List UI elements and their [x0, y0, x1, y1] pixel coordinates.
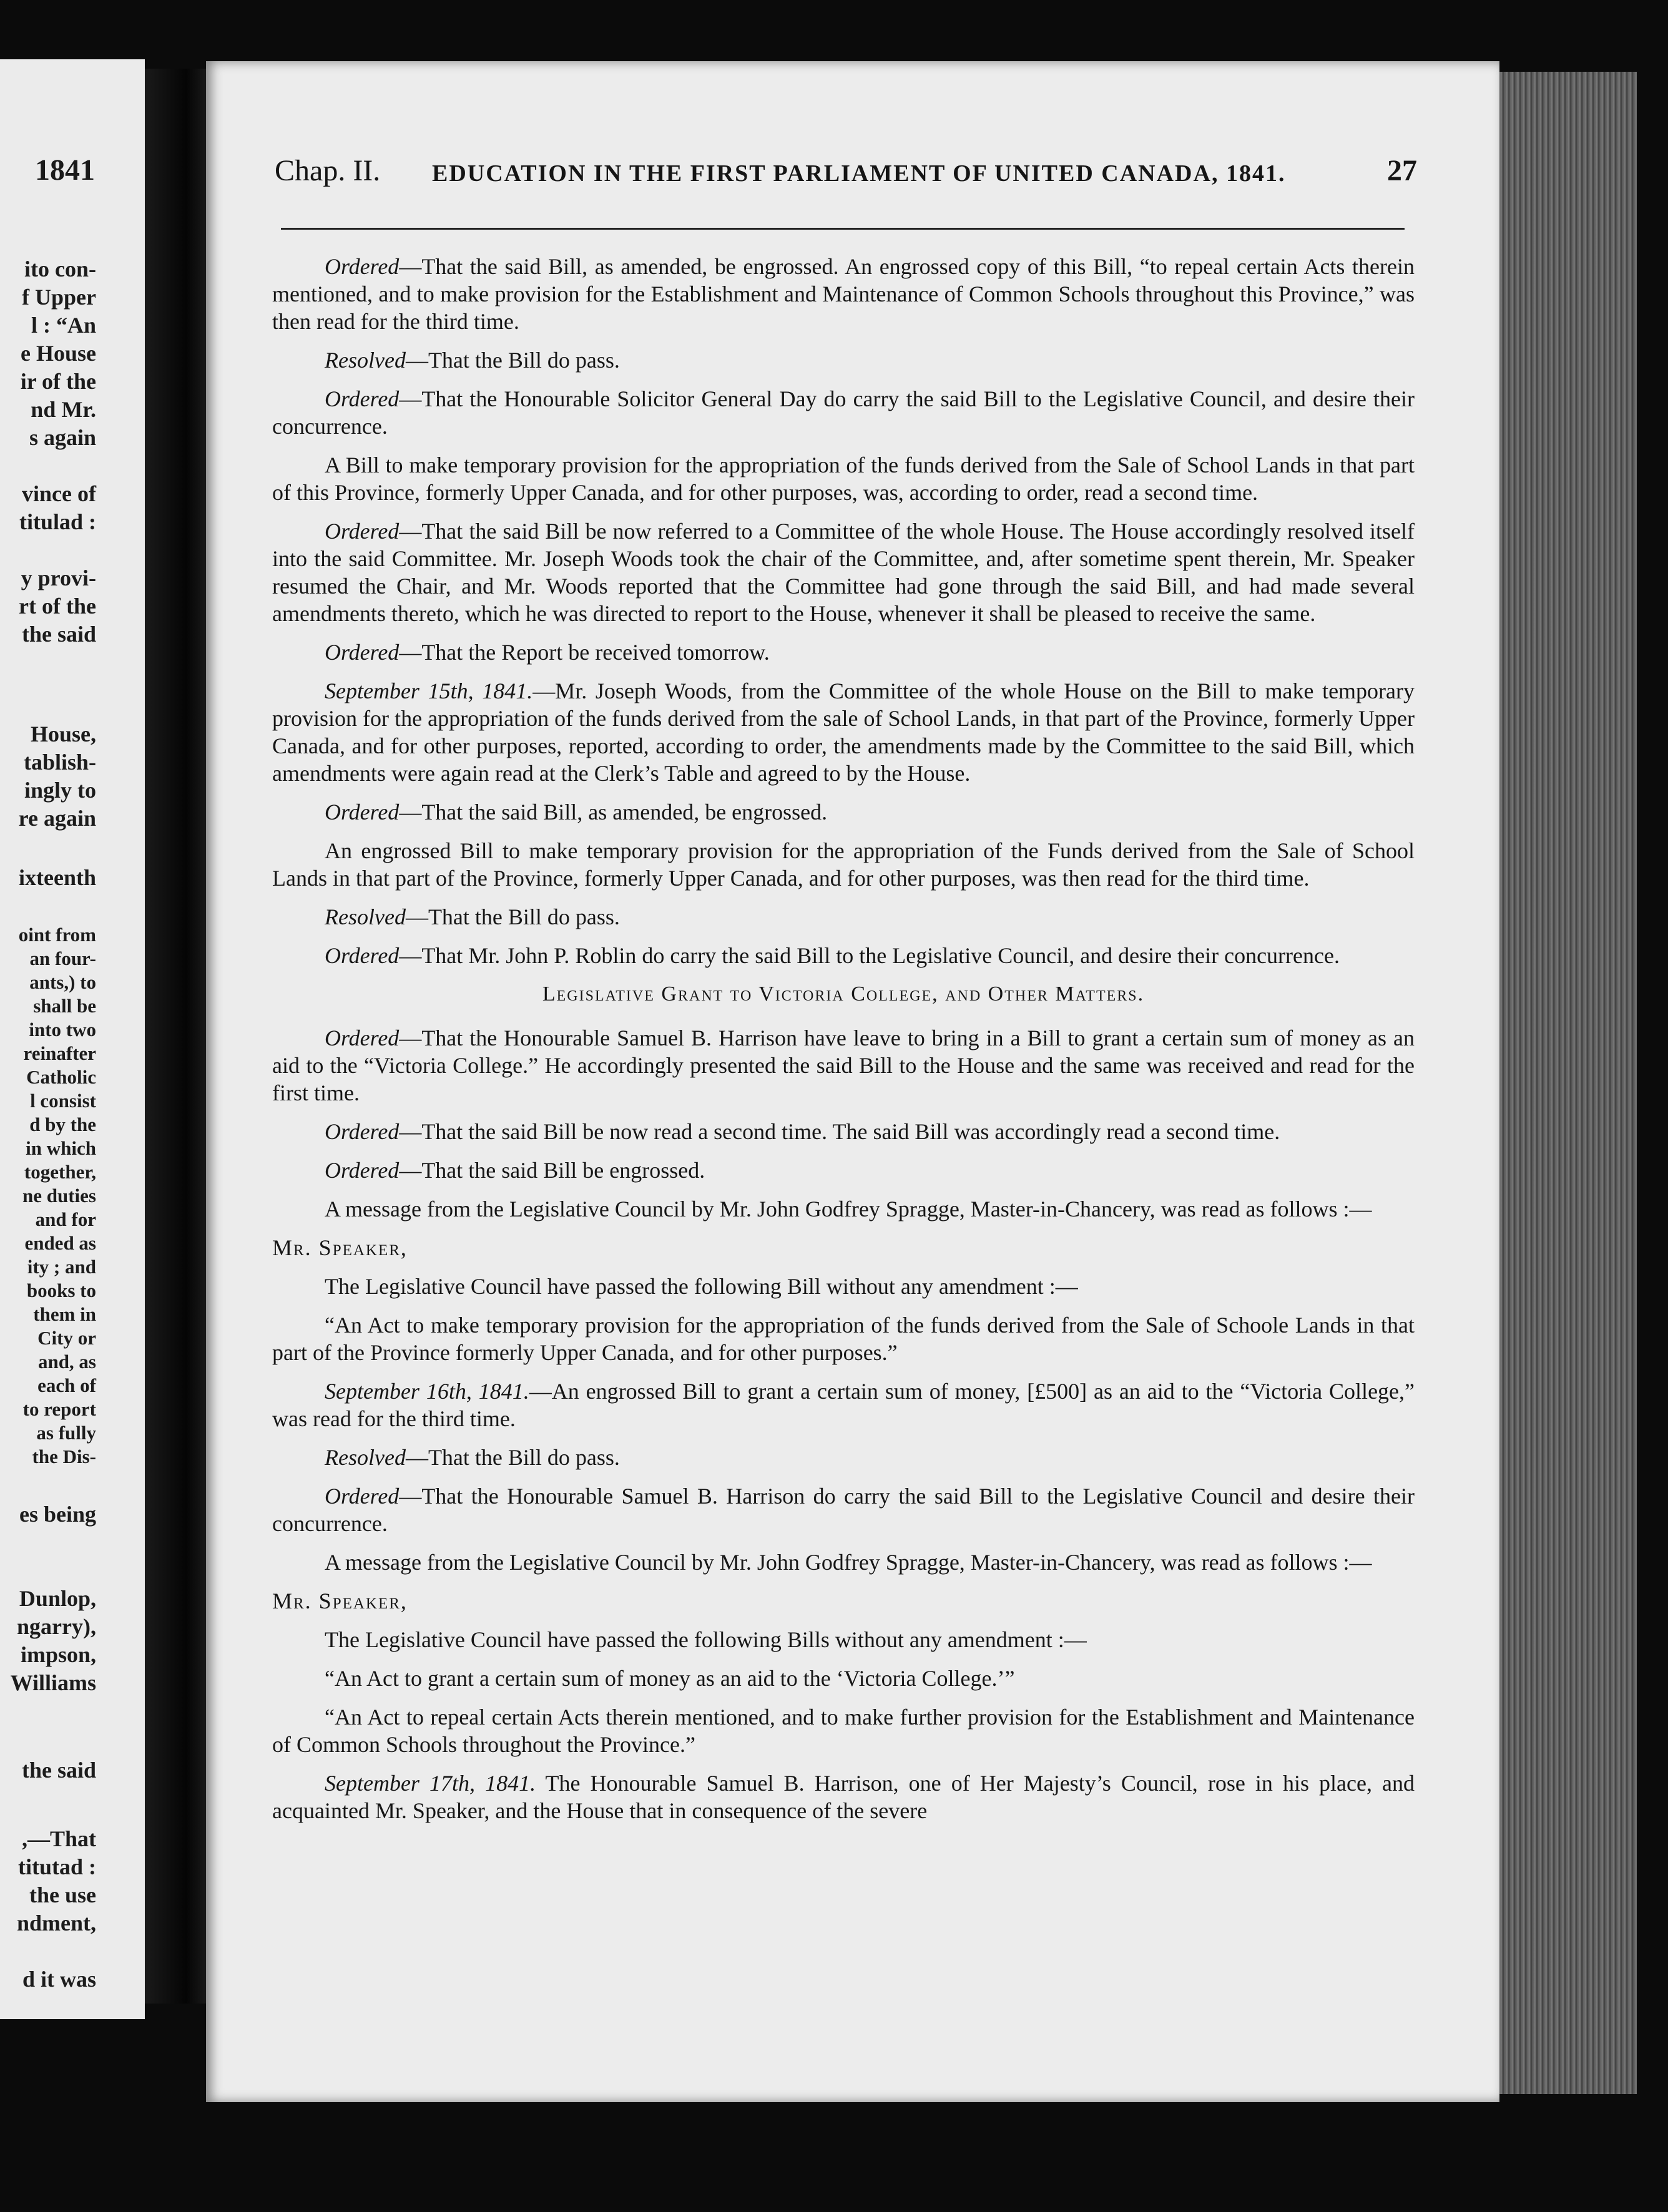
paragraph [272, 798, 1415, 826]
previous-page-line: and for [35, 1208, 96, 1230]
paragraph [272, 837, 1415, 892]
paragraph [272, 639, 1415, 666]
paragraph-lead: September 15th, 1841. [325, 678, 533, 703]
body-text [272, 253, 1415, 1836]
book-gutter [145, 69, 213, 2004]
paragraph-lead: Ordered [325, 254, 400, 279]
paragraph [272, 677, 1415, 787]
previous-page-line: the said [21, 1758, 96, 1783]
previous-page-line: House, [30, 722, 96, 746]
paragraph [272, 517, 1415, 627]
paragraph-text: —That the Bill do pass. [405, 1445, 620, 1470]
paragraph-lead: Resolved [325, 1445, 406, 1470]
paragraph [272, 942, 1415, 969]
previous-page-line: f Upper [22, 285, 96, 310]
paragraph-group-1 [272, 253, 1415, 969]
paragraph-text: —That the said Bill be now read a second time. The said Bill was accordingly read a second time. [399, 1119, 1280, 1144]
previous-page-line: reinafter [23, 1042, 96, 1064]
page-number: 27 [1387, 154, 1417, 187]
paragraph-text: A message from the Legislative Council by Mr. John Godfrey Spragge, Master-in-Chancery, was read as follows :— [325, 1197, 1372, 1221]
previous-page-line: l consist [30, 1090, 96, 1112]
previous-page-line: Williams [10, 1670, 96, 1695]
previous-page-line: ir of the [20, 369, 96, 394]
paragraph-text: —That the said Bill, as amended, be engrossed. An engrossed copy of this Bill, “to repeal certain Acts therein mentioned, and to make provision for the Establishment and Maintenance of Common Schools throughout this Province,” was then read for the third time. [272, 254, 1415, 334]
paragraph-text: “An Act to make temporary provision for the appropriation of the funds derived from the Sale of Schoole Lands in that part of the Province formerly Upper Canada, and for other purposes.” [272, 1313, 1415, 1365]
paragraph [272, 451, 1415, 506]
previous-page-line: City or [37, 1327, 96, 1349]
paragraph [272, 1311, 1415, 1366]
previous-page-line: an four- [29, 947, 96, 969]
paragraph [272, 1273, 1415, 1300]
paragraph-group-3 [272, 1273, 1415, 1576]
previous-page-line: ingly to [24, 778, 96, 803]
previous-page-line: y provi- [21, 565, 96, 590]
previous-page-line: ne duties [22, 1185, 96, 1206]
paragraph-text: —An engrossed Bill to grant a certain sum of money, [£500] as an aid to the “Victoria College,” was read for the third time. [272, 1379, 1415, 1431]
previous-page-line: each of [37, 1374, 96, 1396]
previous-page-line: Catholic [26, 1066, 96, 1088]
address-speaker-2: Mr. Speaker, [272, 1588, 408, 1613]
header-rule [281, 228, 1405, 230]
previous-page-line: them in [33, 1303, 96, 1325]
paragraph-text: “An Act to repeal certain Acts therein mentioned, and to make further provision for the Establishment and Maintenance of Common Schools throughout the Province.” [272, 1705, 1415, 1757]
paragraph-text: —That the Bill do pass. [405, 904, 620, 929]
paragraph-text: —That the Honourable Solicitor General Day do carry the said Bill to the Legislative Council, and desire their concurrence. [272, 386, 1415, 439]
previous-page-line: e House [21, 341, 96, 366]
paragraph-lead: Ordered [325, 1484, 400, 1509]
previous-page-line: ants,) to [29, 971, 96, 993]
paragraph-lead: Ordered [325, 943, 400, 968]
paragraph [272, 1626, 1415, 1653]
paragraph [272, 1118, 1415, 1145]
paragraph-text: —That the said Bill be now referred to a Committee of the whole House. The House accordingly resolved itself into the said Committee. Mr. Joseph Woods took the chair of the Committee, and, after sometime spent therein, Mr. Speaker resumed the Chair, and Mr. Woods reported that the Committee had gone through the said Bill, and had made several amendments thereto, which he was directed to report to the House, whenever it shall be pleased to receive the same. [272, 519, 1415, 626]
address-speaker-1: Mr. Speaker, [272, 1235, 408, 1260]
previous-page-line: l : “An [31, 313, 96, 338]
paragraph [272, 346, 1415, 374]
paragraph-text: —Mr. Joseph Woods, from the Committee of the whole House on the Bill to make temporary provision for the appropriation of the funds derived from the sale of School Lands, in that part of the Province, formerly Upper Canada, and for other purposes, reported, according to order, the amendments made by the Committee to the said Bill, which amendments were again read at the Clerk’s Table and agreed to by the House. [272, 678, 1415, 786]
previous-page-line: nd Mr. [31, 397, 96, 422]
section-heading: Legislative Grant to Victoria College, and Other Matters. [542, 982, 1145, 1006]
paragraph-text: “An Act to grant a certain sum of money as an aid to the ‘Victoria College.’” [325, 1666, 1015, 1691]
paragraph [272, 1482, 1415, 1537]
chapter-label: Chap. II. [275, 154, 381, 187]
paragraph-lead: Ordered [325, 1158, 400, 1183]
paragraph [272, 1769, 1415, 1824]
previous-page-line: re again [18, 806, 96, 831]
running-title: EDUCATION IN THE FIRST PARLIAMENT OF UNITED CANADA, 1841. [432, 160, 1286, 187]
previous-page-line: Dunlop, [19, 1586, 96, 1611]
previous-page-line: vince of [22, 481, 96, 506]
previous-page-line: oint from [18, 924, 96, 946]
paragraph-text: An engrossed Bill to make temporary provision for the appropriation of the Funds derived from the Sale of School Lands in that part of the Province, formerly Upper Canada, and for other purposes, was then read for the third time. [272, 838, 1415, 891]
previous-page-line: d by the [29, 1113, 96, 1135]
page-edges [1499, 72, 1637, 2094]
paragraph-text: —That the Honourable Samuel B. Harrison have leave to bring in a Bill to grant a certain sum of money as an aid to the “Victoria College.” He accordingly presented the said Bill to the House and the same was received and read for the first time. [272, 1025, 1415, 1105]
previous-page-line: ito con- [24, 257, 96, 281]
paragraph [272, 1703, 1415, 1758]
paragraph-lead: Ordered [325, 640, 400, 665]
paragraph-lead: Ordered [325, 519, 400, 544]
previous-page-line: s again [29, 425, 96, 450]
previous-page-line: the said [21, 622, 96, 647]
previous-page-line: to report [22, 1398, 96, 1420]
paragraph-text: The Legislative Council have passed the following Bills without any amendment :— [325, 1627, 1087, 1652]
paragraph-lead: Resolved [325, 904, 406, 929]
paragraph-text: A Bill to make temporary provision for the appropriation of the funds derived from the Sale of School Lands in that part of this Province, formerly Upper Canada, and for other purposes, was, according to order, read a second time. [272, 453, 1415, 505]
previous-page-line: titutad : [18, 1854, 96, 1879]
paragraph [272, 1549, 1415, 1576]
paragraph [272, 1444, 1415, 1471]
paragraph-lead: September 17th, 1841. [325, 1771, 536, 1796]
previous-page-line: and, as [37, 1351, 96, 1373]
previous-page-line: the Dis- [32, 1446, 96, 1467]
paragraph-lead: Ordered [325, 1119, 400, 1144]
paragraph-group-2 [272, 1024, 1415, 1223]
previous-page [0, 59, 145, 2019]
paragraph-text: —That the Bill do pass. [405, 348, 620, 373]
paragraph-text: The Legislative Council have passed the following Bill without any amendment :— [325, 1274, 1078, 1299]
previous-page-line: ndment, [16, 1911, 96, 1936]
previous-page-header: 1841 [35, 154, 95, 187]
paragraph [272, 253, 1415, 335]
paragraph [272, 1024, 1415, 1107]
previous-page-line: rt of the [19, 594, 96, 619]
paragraph-lead: Ordered [325, 800, 400, 825]
previous-page-line: es being [19, 1502, 96, 1527]
previous-page-line: shall be [33, 995, 96, 1017]
paragraph-lead: Resolved [325, 348, 406, 373]
previous-page-line: ity ; and [27, 1256, 96, 1278]
previous-page-line: as fully [36, 1422, 96, 1444]
previous-page-line: ngarry), [17, 1614, 96, 1639]
previous-page-line: d it was [22, 1967, 96, 1992]
paragraph [272, 1665, 1415, 1692]
paragraph [272, 903, 1415, 931]
paragraph-text: A message from the Legislative Council by Mr. John Godfrey Spragge, Master-in-Chancery, was read as follows :— [325, 1550, 1372, 1575]
paragraph [272, 385, 1415, 440]
paragraph-text: The Honourable Samuel B. Harrison, one of Her Majesty’s Council, rose in his place, and acquainted Mr. Speaker, and the House that in consequence of the severe [272, 1771, 1415, 1823]
previous-page-line: together, [24, 1161, 96, 1183]
previous-page-line: impson, [20, 1642, 96, 1667]
previous-page-line: titulad : [19, 509, 96, 534]
previous-page-line: ,—That [21, 1826, 96, 1851]
paragraph [272, 1157, 1415, 1184]
paragraph [272, 1378, 1415, 1432]
paragraph-text: —That Mr. John P. Roblin do carry the said Bill to the Legislative Council, and desire their concurrence. [399, 943, 1340, 968]
paragraph-text: —That the said Bill, as amended, be engrossed. [399, 800, 828, 825]
paragraph-lead: September 16th, 1841. [325, 1379, 529, 1404]
previous-page-line: the use [29, 1882, 96, 1907]
paragraph-text: —That the Honourable Samuel B. Harrison do carry the said Bill to the Legislative Council and desire their concurrence. [272, 1484, 1415, 1536]
paragraph-lead: Ordered [325, 386, 400, 411]
paragraph [272, 1195, 1415, 1223]
paragraph-group-4 [272, 1626, 1415, 1824]
paragraph-lead: Ordered [325, 1025, 400, 1050]
paragraph-text: —That the Report be received tomorrow. [399, 640, 770, 665]
previous-page-line: ended as [24, 1232, 96, 1254]
previous-page-line: ixteenth [19, 865, 96, 890]
running-header [275, 154, 1417, 197]
previous-page-line: tablish- [23, 750, 96, 775]
previous-page-line: books to [26, 1280, 96, 1301]
previous-page-line: into two [29, 1019, 96, 1040]
previous-page-line: in which [26, 1137, 96, 1159]
paragraph-text: —That the said Bill be engrossed. [399, 1158, 705, 1183]
